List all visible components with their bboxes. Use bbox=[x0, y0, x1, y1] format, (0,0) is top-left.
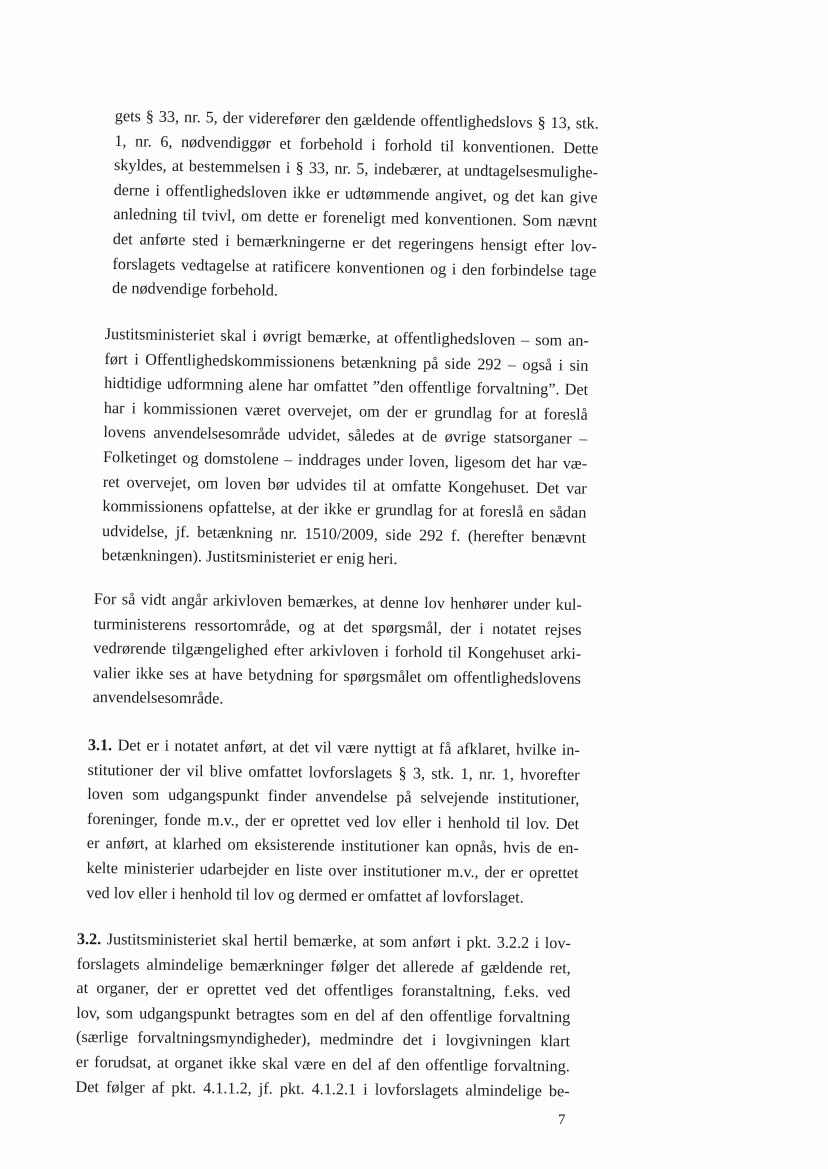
paragraph-convention-reservation bbox=[112, 104, 599, 308]
text-line: (særlige forvaltningsmyndigheder), medmindre det i lovgivningen klart bbox=[75, 1028, 571, 1051]
text-line: lov, som udgangspunkt betragtes som en del af den offentlige forvaltning bbox=[76, 1003, 571, 1027]
paragraph-scope-of-law bbox=[102, 322, 589, 575]
text-line: vedrørende tilgængelighed efter arkivloven i forhold til Kongehuset arki- bbox=[93, 639, 582, 664]
text-line: Folketinget og domstolene – inddrages under loven, ligesom det har væ- bbox=[102, 447, 588, 473]
text-line: de nødvendige forbehold. bbox=[111, 279, 279, 300]
text-line: skyldes, at bestemmelsen i § 33, nr. 5, indebærer, at undtagelsesmulighe- bbox=[113, 156, 599, 182]
text-line: derne i offentlighedsloven ikke er udtømmende angivet, og det kan give bbox=[113, 180, 598, 207]
section-3-2 bbox=[75, 927, 570, 1103]
line-text: Det er i notatet anført, at det vil være nyttigt at få afklaret, hvilke in- bbox=[112, 736, 580, 760]
text-line: stitutioner der vil blive omfattet lovforslagets § 3, stk. 1, nr. 1, hvorefter bbox=[87, 760, 580, 784]
section-number: 3.2. bbox=[76, 929, 102, 949]
text-line: kelte ministerier udarbejder en liste over institutioner m.v., der er oprettet bbox=[86, 858, 579, 883]
text-line: For så vidt angår arkivloven bemærkes, at denne lov henhører under kul- bbox=[93, 589, 582, 614]
text-line: gets § 33, nr. 5, der viderefører den gældende offentlighedslovs § 13, stk. bbox=[114, 106, 599, 133]
text-line: ved lov eller i henhold til lov og dermed er omfattet af lovforslaget. bbox=[86, 883, 524, 907]
text-line: lovens anvendelsesområde udvidet, således at de øvrige statsorganer – bbox=[103, 423, 588, 449]
text-line: hidtidige udformning alene har omfattet ”den offentlige forvaltning”. Det bbox=[104, 374, 589, 399]
line-text: Justitsministeriet skal hertil bemærke, at som anført i pkt. 3.2.2 i lov- bbox=[101, 930, 571, 953]
text-line: 1, nr. 6, nødvendiggør et forbehold i forhold til konventionen. Dette bbox=[114, 131, 599, 158]
text-line: har i kommissionen været overvejet, om der er grundlag for at foreslå bbox=[103, 398, 588, 424]
text-line: ret overvejet, om loven bør udvides til at omfatte Kongehuset. Det var bbox=[102, 472, 587, 498]
paragraph-archive-law bbox=[92, 587, 581, 716]
text-line: foreninger, fonde m.v., der er oprettet ved lov eller i henhold til lov. Det bbox=[87, 809, 580, 833]
text-line: forslagets almindelige bemærkninger følger det allerede af gældende ret, bbox=[76, 954, 571, 977]
text-line: ført i Offentlighedskommissionens betænkning på side 292 – også i sin bbox=[104, 349, 589, 375]
text-line: kommissionens opfattelse, at der ikke er grundlag for at foreslå en sådan bbox=[102, 497, 587, 522]
text-line: det anførte sted i bemærkningerne er det regeringens hensigt efter lov- bbox=[112, 229, 597, 256]
text-line: betænkningen). Justitsministeriet er enig heri. bbox=[101, 546, 398, 569]
text-line: forslagets vedtagelse at ratificere konventionen og i den forbindelse tage bbox=[112, 254, 597, 281]
page-number: 7 bbox=[558, 1112, 566, 1128]
text-line: loven som udgangspunkt finder anvendelse på selvejende institutioner, bbox=[87, 785, 580, 809]
text-line: Justitsministeriet skal i øvrigt bemærke, at offentlighedsloven – som an- bbox=[104, 324, 589, 350]
text-line: anvendelsesområde. bbox=[92, 688, 224, 708]
text-line bbox=[77, 927, 571, 956]
text-line: er forudsat, at organet ikke skal være en del af den offentlige forvaltning. bbox=[75, 1052, 570, 1076]
text-line: udvidelse, jf. betænkning nr. 1510/2009, side 292 f. (herefter benævnt bbox=[101, 521, 587, 547]
section-3-1 bbox=[86, 733, 580, 910]
text-line: er anført, at klarhed om eksisterende institutioner kan opnås, hvis de en- bbox=[86, 834, 579, 858]
text-line: turministerens ressortområde, og at det spørgsmål, der i notatet rejses bbox=[93, 614, 582, 639]
text-line: at organer, der er oprettet ved det offentliges foranstaltning, f.eks. ved bbox=[76, 979, 571, 1002]
text-line: Det følger af pkt. 4.1.1.2, jf. pkt. 4.1.2.1 i lovforslagets almindelige be- bbox=[75, 1077, 570, 1100]
section-number: 3.1. bbox=[87, 735, 113, 755]
text-line: anledning til tvivl, om dette er foreneligt med konventionen. Som nævnt bbox=[113, 205, 598, 231]
text-line: valier ikke ses at have betydning for spørgsmålet om offentlighedslovens bbox=[92, 663, 582, 688]
